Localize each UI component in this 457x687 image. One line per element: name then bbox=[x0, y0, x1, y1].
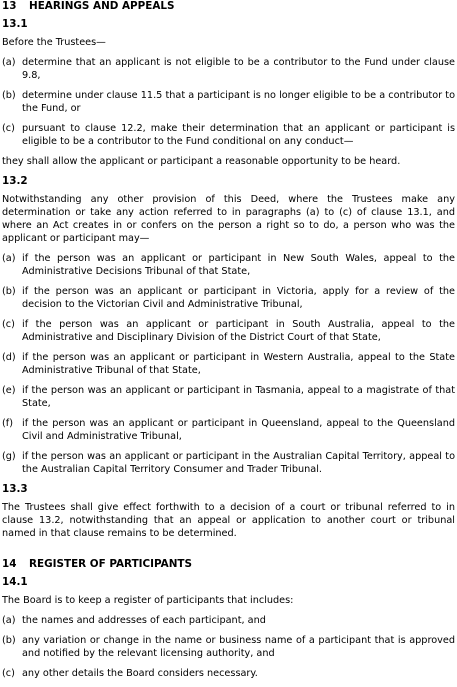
item-text: determine that an applicant is not eligible to be a contributor to the Fund under clause 9.8, bbox=[22, 57, 455, 81]
item-label: (b) bbox=[2, 286, 16, 297]
item-text: pursuant to clause 12.2, make their determination that an applicant or participant is eligible to be a contributor to the Fund conditional on any conduct— bbox=[22, 123, 455, 147]
section-title: HEARINGS AND APPEALS bbox=[29, 0, 175, 12]
section-heading bbox=[2, 0, 455, 13]
section-spacer bbox=[2, 547, 455, 558]
clause-number: 13.1 bbox=[2, 18, 28, 30]
clause-number: 13.2 bbox=[2, 175, 28, 187]
item-text: if the person was an applicant or participant in South Australia, appeal to the Administrative and Disciplinary Division of the District Court of that State, bbox=[22, 319, 455, 343]
item-label: (d) bbox=[2, 352, 16, 363]
list-item bbox=[2, 667, 455, 680]
item-text: if the person was an applicant or participant in Western Australia, appeal to the State Administrative Tribunal of that State, bbox=[22, 352, 455, 376]
list-item bbox=[2, 450, 455, 476]
section-14 bbox=[2, 558, 455, 680]
list-item bbox=[2, 634, 455, 660]
item-label: (g) bbox=[2, 451, 16, 462]
clause-intro: The Board is to keep a register of participants that includes: bbox=[2, 595, 294, 606]
item-label: (c) bbox=[2, 123, 15, 134]
list-item bbox=[2, 614, 455, 627]
section-number: 13 bbox=[2, 0, 17, 12]
list-item bbox=[2, 384, 455, 410]
section-heading bbox=[2, 558, 455, 571]
item-label: (a) bbox=[2, 615, 16, 626]
item-label: (b) bbox=[2, 90, 16, 101]
item-text: if the person was an applicant or participant in Queensland, appeal to the Queensland Civil and Administrative Tribunal, bbox=[22, 418, 455, 442]
clause-14-1 bbox=[2, 576, 455, 680]
clause-outro: they shall allow the applicant or participant a reasonable opportunity to be heard. bbox=[2, 156, 401, 167]
item-label: (a) bbox=[2, 253, 16, 264]
item-label: (c) bbox=[2, 319, 15, 330]
clause-number: 13.3 bbox=[2, 483, 28, 495]
item-text: if the person was an applicant or participant in Tasmania, appeal to a magistrate of that State, bbox=[22, 385, 455, 409]
clause-intro: The Trustees shall give effect forthwith to a decision of a court or tribunal referred to in clause 13.2, notwithstanding that an appeal or application to another court or tribunal named in that clause remains to be determined. bbox=[2, 502, 455, 539]
item-label: (c) bbox=[2, 668, 15, 679]
item-text: any other details the Board considers necessary. bbox=[22, 668, 258, 679]
clause-13-2 bbox=[2, 175, 455, 476]
document-page bbox=[2, 0, 455, 687]
item-label: (b) bbox=[2, 635, 16, 646]
clause-13-3 bbox=[2, 483, 455, 540]
clause-13-1 bbox=[2, 18, 455, 168]
clause-number: 14.1 bbox=[2, 576, 28, 588]
item-text: if the person was an applicant or participant in Victoria, apply for a review of the decision to the Victorian Civil and Administrative Tribunal, bbox=[22, 286, 455, 310]
list-item bbox=[2, 417, 455, 443]
list-item bbox=[2, 252, 455, 278]
list-item bbox=[2, 122, 455, 148]
list-item bbox=[2, 56, 455, 82]
list-item bbox=[2, 351, 455, 377]
list-item bbox=[2, 285, 455, 311]
item-label: (a) bbox=[2, 57, 16, 68]
item-text: if the person was an applicant or participant in New South Wales, appeal to the Administrative Decisions Tribunal of that State, bbox=[22, 253, 455, 277]
item-label: (e) bbox=[2, 385, 16, 396]
list-item bbox=[2, 318, 455, 344]
item-text: the names and addresses of each participant, and bbox=[22, 615, 266, 626]
section-13 bbox=[2, 0, 455, 540]
section-title: REGISTER OF PARTICIPANTS bbox=[29, 558, 192, 570]
list-item bbox=[2, 89, 455, 115]
clause-intro: Notwithstanding any other provision of this Deed, where the Trustees make any determination or take any action referred to in paragraphs (a) to (c) of clause 13.1, and where an Act creates in or confers on the person a right so to do, a person who was the applicant or participant may— bbox=[2, 194, 455, 244]
item-text: if the person was an applicant or participant in the Australian Capital Territory, appeal to the Australian Capital Territory Consumer and Trader Tribunal. bbox=[22, 451, 455, 475]
section-number: 14 bbox=[2, 558, 17, 570]
item-text: determine under clause 11.5 that a participant is no longer eligible to be a contributor to the Fund, or bbox=[22, 90, 455, 114]
item-text: any variation or change in the name or business name of a participant that is approved and notified by the relevant licensing authority, and bbox=[22, 635, 455, 659]
clause-intro: Before the Trustees— bbox=[2, 37, 106, 48]
item-label: (f) bbox=[2, 418, 13, 429]
